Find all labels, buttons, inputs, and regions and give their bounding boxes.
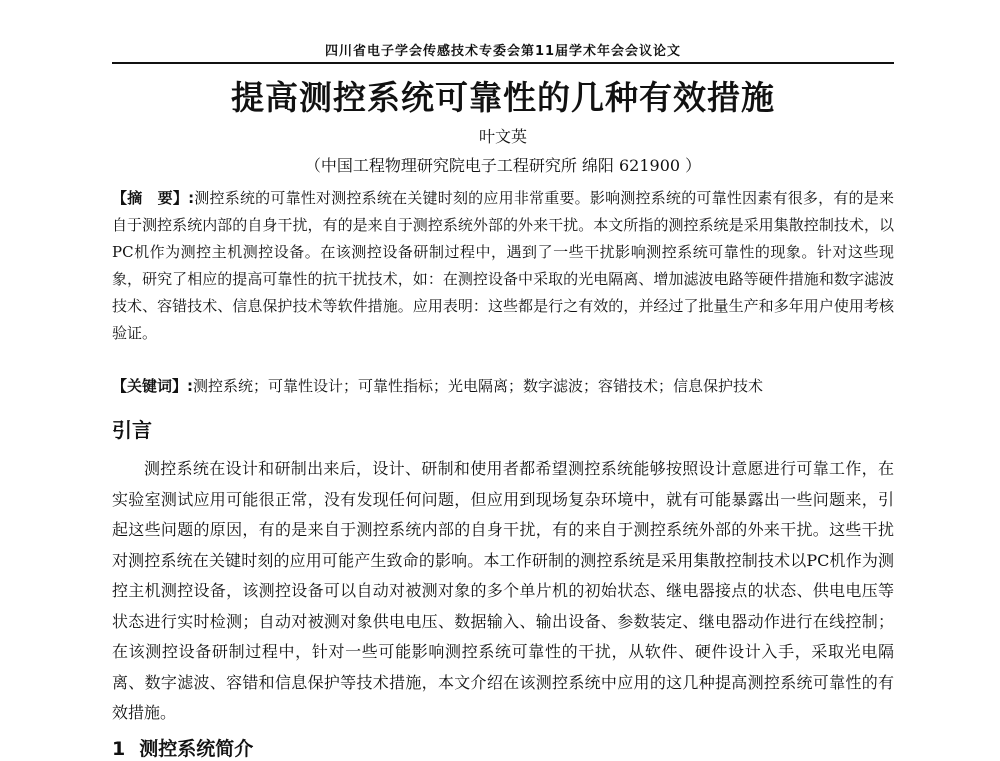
abstract-label: 【摘 要】:: [112, 189, 195, 207]
running-header: 四川省电子学会传感技术专委会第11届学术年会会议论文: [324, 44, 682, 59]
section-1-title: 测控系统简介: [139, 738, 254, 760]
introduction-paragraph: 测控系统在设计和研制出来后，设计、研制和使用者都希望测控系统能够按照设计意愿进行可靠工作，在实验室测试应用可能很正常，没有发现任何问题，但应用到现场复杂环境中，就有可能暴露出一些问题来，引起这些问题的原因，有的是来自于测控系统内部的自身干扰，有的来自于测控系统外部的外来干扰。这些干扰对测控系统在关键时刻的应用可能产生致命的影响。本工作研制的测控系统是采用集散控制技术以PC机作为测控主机测控设备，该测控设备可以自动对被测对象的多个单片机的初始状态、继电器接点的状态、供电电压等状态进行实时检测；自动对被测对象供电电压、数据输入、输出设备、参数装定、继电器动作进行在线控制；在该测控设备研制过程中，针对一些可能影响测控系统可靠性的干扰，从软件、硬件设计入手，采取光电隔离、数字滤波、容错和信息保护等技术措施，本文介绍在该测控系统中应用的这几种提高测控系统可靠性的有效措施。: [112, 459, 894, 722]
section-1-number: 1: [112, 738, 126, 760]
paper-title: 提高测控系统可靠性的几种有效措施: [231, 78, 775, 117]
abstract: [112, 185, 894, 347]
header-rule: [112, 62, 894, 64]
introduction-heading: 引言: [112, 418, 152, 442]
keywords: [112, 373, 894, 400]
keywords-label: 【关键词】:: [112, 377, 193, 395]
section-1-heading: [112, 734, 253, 761]
abstract-text: 测控系统的可靠性对测控系统在关键时刻的应用非常重要。影响测控系统的可靠性因素有很多，有的是来自于测控系统内部的自身干扰，有的是来自于测控系统外部的外来干扰。本文所指的测控系统是采用集散控制技术，以PC机作为测控主机测控设备。在该测控设备研制过程中，遇到了一些干扰影响测控系统可靠性的现象。针对这些现象，研究了相应的提高可靠性的抗干扰技术，如：在测控设备中采取的光电隔离、增加滤波电路等硬件措施和数字滤波技术、容错技术、信息保护技术等软件措施。应用表明：这些都是行之有效的，并经过了批量生产和多年用户使用考核验证。: [112, 189, 894, 342]
author: 叶文英: [478, 127, 527, 146]
affiliation: （中国工程物理研究院电子工程研究所 绵阳 621900 ）: [304, 156, 702, 175]
keywords-text: 测控系统；可靠性设计；可靠性指标；光电隔离；数字滤波；容错技术；信息保护技术: [193, 377, 764, 395]
